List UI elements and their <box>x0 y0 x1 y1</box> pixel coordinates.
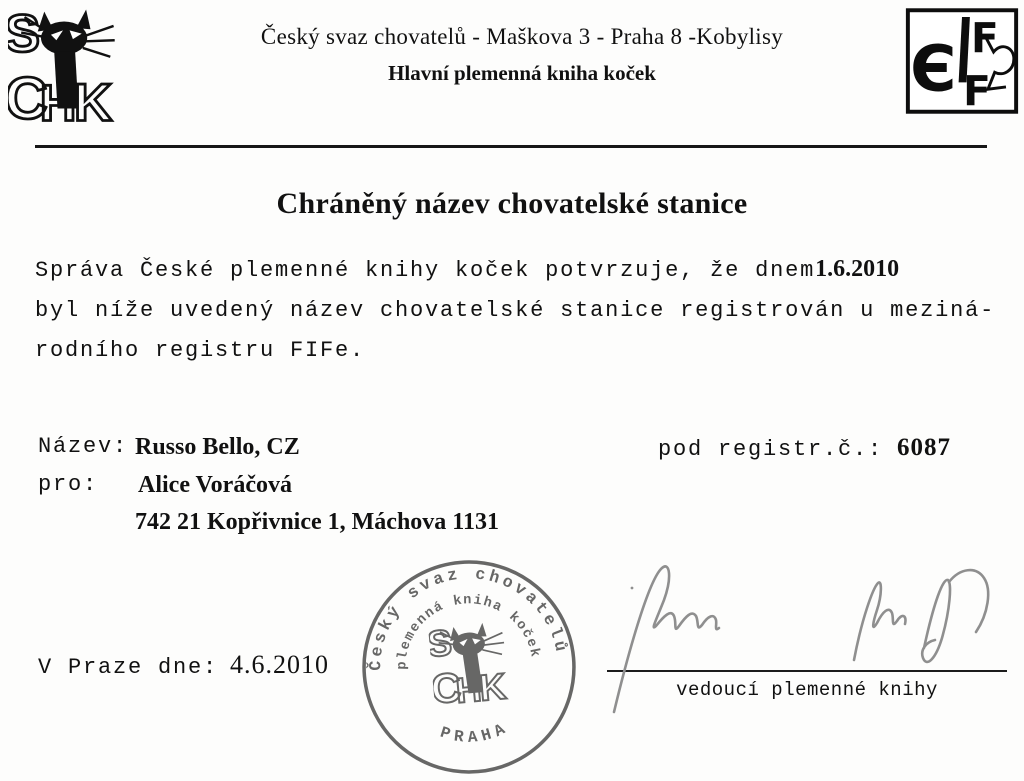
body-line-1-text: Správa České plemenné knihy koček potvrzuje, že dnem <box>35 258 816 283</box>
reg-number-value: 6087 <box>897 434 952 461</box>
stamp-outer-textpath: Český svaz chovatelů <box>366 564 571 672</box>
org-address-line: Český svaz chovatelů - Maškova 3 - Praha 8 -Kobylisy <box>260 24 784 49</box>
address-row <box>0 509 1024 543</box>
registration-group <box>658 434 951 462</box>
fife-letter-f-top: F <box>971 13 999 62</box>
issue-date-value: 4.6.2010 <box>230 650 330 679</box>
stamp-bottom-text <box>436 718 513 750</box>
place-date-label: V Praze dne: <box>38 655 219 680</box>
place-date-row <box>38 650 329 680</box>
owner-address: 742 21 Kopřivnice 1, Máchova 1131 <box>135 509 499 535</box>
signature-line <box>607 670 1007 672</box>
name-value: Russo Bello, CZ <box>135 434 300 460</box>
owner-label: pro: <box>38 472 99 497</box>
dept-line: Hlavní plemenná kniha koček <box>388 61 656 85</box>
owner-row <box>0 472 1024 506</box>
body-line-1 <box>35 249 995 291</box>
fife-logo-icon <box>903 8 1021 114</box>
name-row <box>0 434 1024 468</box>
body-line-3: rodního registru FIFe. <box>35 338 366 363</box>
owner-value: Alice Voráčová <box>138 472 292 498</box>
fife-letter-f-bottom: F <box>963 66 991 114</box>
body-paragraph <box>35 249 995 371</box>
stamp-bottom-textpath: PRAHA <box>437 718 513 748</box>
round-stamp-icon <box>358 556 580 778</box>
stamp-inner-textpath: plemenná kniha koček <box>395 593 543 670</box>
letterhead <box>20 24 1024 86</box>
body-line-2: byl níže uvedený název chovatelské stanice registrován u meziná- <box>35 298 996 323</box>
document-title: Chráněný název chovatelské stanice <box>276 187 748 220</box>
header-divider <box>35 145 987 148</box>
signature-caption: vedoucí plemenné knihy <box>676 679 938 701</box>
stamp-cat-logo <box>425 617 509 713</box>
registration-date: 1.6.2010 <box>815 256 900 282</box>
reg-number-label: pod registr.č.: <box>658 437 884 462</box>
fife-letter-e: Є <box>910 31 957 106</box>
name-label: Název: <box>38 434 129 459</box>
